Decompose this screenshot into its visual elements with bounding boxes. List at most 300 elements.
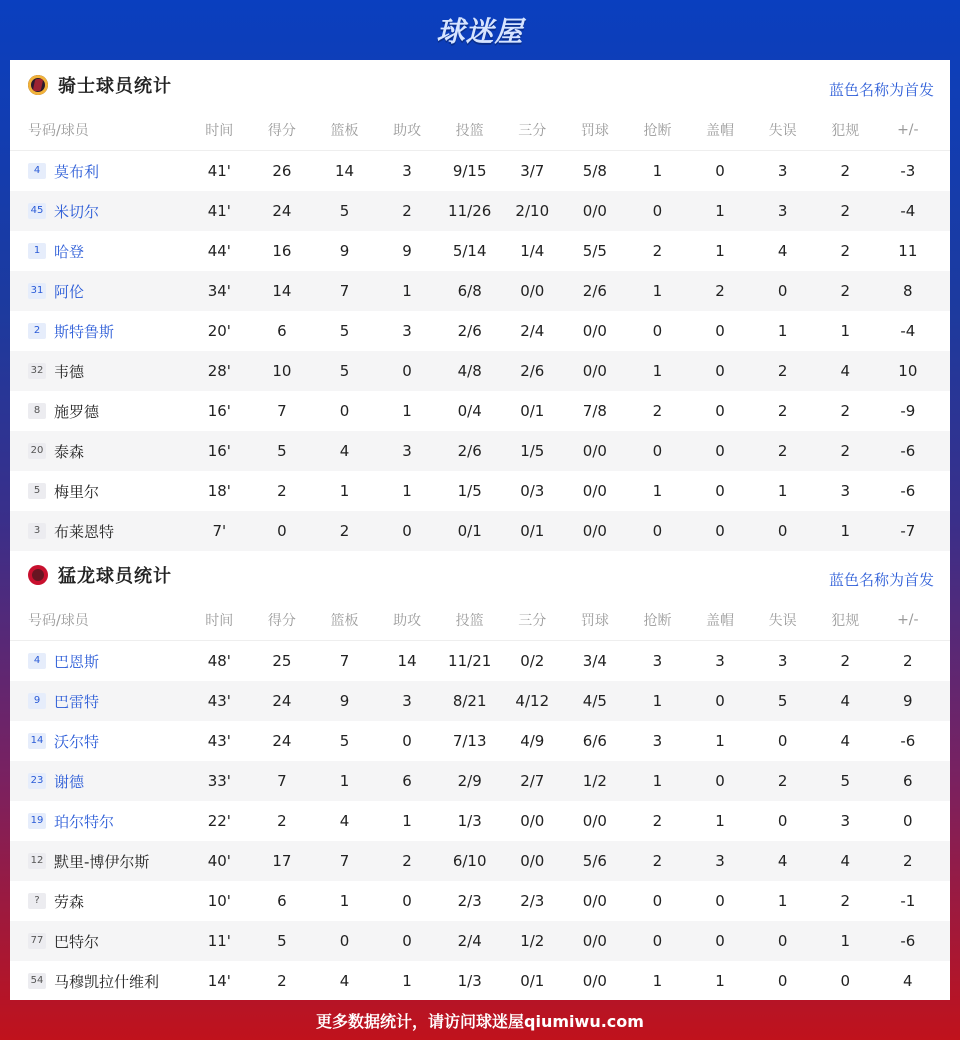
stat-free-throws: 0/0 — [582, 322, 607, 340]
footer-link[interactable]: 更多数据统计，请访问球迷屋qiumiwu.com — [316, 1011, 644, 1031]
player-cell — [10, 281, 188, 302]
player-row[interactable] — [10, 151, 950, 191]
player-name-link[interactable]: 谢德 — [54, 772, 85, 791]
stat-assists: 0 — [402, 522, 412, 540]
stat-points: 2 — [277, 482, 287, 500]
jersey-number-badge: 32 — [28, 363, 46, 379]
stat-free-throws: 4/5 — [582, 692, 607, 710]
stat-blocks: 1 — [715, 732, 725, 750]
player-cell — [10, 361, 188, 382]
team-header — [10, 550, 950, 600]
jersey-number-badge: 19 — [28, 813, 46, 829]
stat-turnovers: 4 — [777, 242, 788, 260]
stat-free-throws: 0/0 — [582, 362, 607, 380]
stat-steals: 0 — [652, 322, 663, 340]
stat-assists: 0 — [402, 362, 412, 380]
footer-banner — [0, 1000, 960, 1040]
stat-turnovers: 0 — [777, 932, 788, 950]
player-name-link[interactable]: 米切尔 — [54, 202, 100, 221]
stat-free-throws: 0/0 — [582, 522, 607, 540]
jersey-number-badge: 5 — [28, 483, 46, 499]
stat-points: 2 — [277, 972, 287, 990]
player-row[interactable] — [10, 761, 950, 801]
stat-field-goals: 2/6 — [457, 442, 482, 460]
stat-three-pointers: 0/1 — [520, 972, 545, 990]
stat-blocks: 0 — [715, 162, 725, 180]
player-row[interactable] — [10, 641, 950, 681]
stat-steals: 0 — [652, 932, 663, 950]
team-title: 骑士球员统计 — [58, 76, 172, 97]
stat-free-throws: 7/8 — [582, 402, 607, 420]
column-header-plus-minus: +/- — [897, 612, 919, 628]
stat-free-throws: 0/0 — [582, 892, 607, 910]
jersey-number-badge: 3 — [28, 523, 46, 539]
stat-fouls: 2 — [840, 162, 850, 180]
stat-blocks: 0 — [715, 322, 725, 340]
team-header — [10, 60, 950, 110]
stat-three-pointers: 2/6 — [520, 362, 545, 380]
stat-assists: 1 — [402, 282, 412, 300]
jersey-number-badge: 23 — [28, 773, 46, 789]
stats-panel — [10, 60, 950, 1000]
stat-minutes: 41' — [207, 162, 231, 180]
stat-fouls: 1 — [840, 322, 850, 340]
stat-rebounds: 4 — [339, 812, 350, 830]
stat-plus-minus: -7 — [900, 522, 916, 540]
player-row[interactable] — [10, 351, 950, 391]
stat-plus-minus: 4 — [903, 972, 913, 990]
stat-field-goals: 5/14 — [452, 242, 487, 260]
stat-points: 5 — [277, 442, 287, 460]
column-header-free-throws: 罚球 — [580, 123, 609, 139]
stat-field-goals: 1/5 — [457, 482, 482, 500]
column-header-steals: 抢断 — [643, 613, 672, 629]
stat-rebounds: 5 — [339, 362, 350, 380]
stat-rebounds: 4 — [339, 442, 350, 460]
stat-fouls: 4 — [840, 732, 850, 750]
stat-field-goals: 1/3 — [457, 812, 482, 830]
stat-assists: 0 — [402, 732, 412, 750]
stat-three-pointers: 0/0 — [520, 852, 545, 870]
stat-blocks: 3 — [715, 652, 725, 670]
player-name-link[interactable]: 巴恩斯 — [54, 652, 100, 671]
stat-assists: 3 — [402, 442, 412, 460]
stat-rebounds: 1 — [339, 772, 350, 790]
stat-blocks: 1 — [715, 812, 725, 830]
stat-turnovers: 3 — [777, 202, 788, 220]
stat-turnovers: 4 — [777, 852, 788, 870]
stat-plus-minus: -6 — [900, 482, 916, 500]
table-header-row — [10, 600, 950, 641]
stat-fouls: 1 — [840, 522, 850, 540]
player-name-link[interactable]: 马穆凯拉什维利 — [54, 972, 160, 991]
jersey-number-badge: 4 — [28, 653, 46, 669]
stat-free-throws: 0/0 — [582, 812, 607, 830]
player-row[interactable] — [10, 921, 950, 961]
stat-minutes: 7' — [212, 522, 227, 540]
column-header-turnovers: 失误 — [768, 123, 797, 139]
player-cell — [10, 651, 188, 672]
player-row[interactable] — [10, 271, 950, 311]
stat-free-throws: 0/0 — [582, 442, 607, 460]
player-name-link[interactable]: 巴雷特 — [54, 692, 100, 711]
player-cell — [10, 971, 188, 992]
player-row[interactable] — [10, 231, 950, 271]
stat-fouls: 4 — [840, 692, 850, 710]
player-name-link[interactable]: 默里-博伊尔斯 — [54, 852, 150, 871]
stat-points: 0 — [277, 522, 287, 540]
column-header-three-pointers: 三分 — [518, 123, 547, 139]
stat-fouls: 0 — [840, 972, 850, 990]
stat-blocks: 1 — [715, 202, 725, 220]
stat-plus-minus: 9 — [903, 692, 913, 710]
stat-plus-minus: 10 — [898, 362, 918, 380]
stat-fouls: 4 — [840, 362, 850, 380]
stat-assists: 1 — [402, 482, 412, 500]
player-name-link[interactable]: 沃尔特 — [54, 732, 100, 751]
stat-minutes: 40' — [207, 852, 231, 870]
stat-blocks: 0 — [715, 522, 725, 540]
stat-minutes: 22' — [207, 812, 231, 830]
stat-free-throws: 5/6 — [582, 852, 607, 870]
player-name-link[interactable]: 韦德 — [54, 362, 85, 381]
player-cell — [10, 771, 188, 792]
jersey-number-badge: 1 — [28, 243, 46, 259]
player-name-link[interactable]: 施罗德 — [54, 402, 100, 421]
stat-rebounds: 7 — [339, 852, 350, 870]
stat-rebounds: 1 — [339, 482, 350, 500]
stat-fouls: 2 — [840, 202, 850, 220]
stat-rebounds: 7 — [339, 282, 350, 300]
player-cell — [10, 201, 188, 222]
stat-minutes: 44' — [207, 242, 231, 260]
stat-field-goals: 0/1 — [457, 522, 482, 540]
player-cell — [10, 521, 188, 542]
stat-steals: 3 — [652, 732, 663, 750]
jersey-number-badge: 31 — [28, 283, 46, 299]
player-cell — [10, 811, 188, 832]
jersey-number-badge: 54 — [28, 973, 46, 989]
column-header-rebounds: 篮板 — [330, 613, 359, 629]
stat-minutes: 33' — [207, 772, 231, 790]
stat-turnovers: 0 — [777, 522, 788, 540]
stat-points: 14 — [272, 282, 292, 300]
stat-blocks: 1 — [715, 242, 725, 260]
table-header-row — [10, 110, 950, 151]
column-header-three-pointers: 三分 — [518, 613, 547, 629]
stat-fouls: 2 — [840, 282, 850, 300]
jersey-number-badge: 45 — [28, 203, 46, 219]
stat-minutes: 43' — [207, 732, 231, 750]
stat-rebounds: 0 — [339, 402, 350, 420]
stat-field-goals: 2/4 — [457, 932, 482, 950]
player-row[interactable] — [10, 681, 950, 721]
stat-rebounds: 9 — [339, 692, 350, 710]
stat-assists: 3 — [402, 322, 412, 340]
column-header-player: 号码/球员 — [28, 613, 89, 629]
stat-steals: 0 — [652, 442, 663, 460]
stat-steals: 1 — [652, 362, 663, 380]
stat-plus-minus: -6 — [900, 732, 916, 750]
stat-turnovers: 0 — [777, 812, 788, 830]
stat-rebounds: 5 — [339, 322, 350, 340]
stat-assists: 14 — [397, 652, 417, 670]
stat-blocks: 0 — [715, 772, 725, 790]
stat-assists: 3 — [402, 692, 412, 710]
stat-assists: 1 — [402, 972, 412, 990]
stat-free-throws: 5/8 — [582, 162, 607, 180]
stat-assists: 1 — [402, 402, 412, 420]
stat-blocks: 2 — [715, 282, 725, 300]
stat-blocks: 0 — [715, 692, 725, 710]
column-header-points: 得分 — [267, 613, 296, 629]
stat-assists: 0 — [402, 932, 412, 950]
player-name-link[interactable]: 布莱恩特 — [54, 522, 115, 541]
stat-points: 6 — [277, 322, 287, 340]
stat-free-throws: 0/0 — [582, 972, 607, 990]
stat-plus-minus: 2 — [903, 852, 913, 870]
stat-turnovers: 0 — [777, 732, 788, 750]
stat-fouls: 2 — [840, 402, 850, 420]
player-name-link[interactable]: 劳森 — [54, 892, 85, 911]
column-header-steals: 抢断 — [643, 123, 672, 139]
stat-minutes: 10' — [207, 892, 231, 910]
team-section-raptors — [10, 550, 950, 1001]
stat-three-pointers: 2/3 — [520, 892, 545, 910]
stat-turnovers: 0 — [777, 972, 788, 990]
stat-blocks: 0 — [715, 892, 725, 910]
stat-assists: 2 — [402, 202, 412, 220]
player-cell — [10, 441, 188, 462]
stat-turnovers: 3 — [777, 162, 788, 180]
stat-three-pointers: 2/4 — [520, 322, 545, 340]
column-header-field-goals: 投篮 — [455, 613, 484, 629]
stat-plus-minus: 2 — [903, 652, 913, 670]
stat-steals: 0 — [652, 892, 663, 910]
stat-points: 25 — [272, 652, 292, 670]
stat-three-pointers: 4/12 — [515, 692, 550, 710]
stat-points: 24 — [272, 202, 292, 220]
stat-turnovers: 1 — [777, 482, 788, 500]
column-header-plus-minus: +/- — [897, 122, 919, 138]
stat-turnovers: 2 — [777, 442, 788, 460]
player-name-link[interactable]: 泰森 — [54, 442, 85, 461]
player-row[interactable] — [10, 511, 950, 551]
stat-steals: 1 — [652, 692, 663, 710]
stat-minutes: 18' — [207, 482, 231, 500]
stat-free-throws: 0/0 — [582, 932, 607, 950]
stat-minutes: 14' — [207, 972, 231, 990]
stat-minutes: 48' — [207, 652, 231, 670]
stat-minutes: 16' — [207, 442, 231, 460]
stat-free-throws: 2/6 — [582, 282, 607, 300]
stat-plus-minus: -6 — [900, 442, 916, 460]
stat-fouls: 3 — [840, 812, 850, 830]
stat-blocks: 0 — [715, 932, 725, 950]
stat-points: 24 — [272, 732, 292, 750]
stat-fouls: 2 — [840, 242, 850, 260]
stat-plus-minus: 6 — [903, 772, 913, 790]
stat-three-pointers: 2/7 — [520, 772, 545, 790]
player-row[interactable] — [10, 801, 950, 841]
stat-plus-minus: 8 — [903, 282, 913, 300]
stat-minutes: 34' — [207, 282, 231, 300]
stat-blocks: 0 — [715, 362, 725, 380]
stat-points: 10 — [272, 362, 292, 380]
stat-steals: 1 — [652, 282, 663, 300]
stat-three-pointers: 0/1 — [520, 402, 545, 420]
stat-blocks: 0 — [715, 482, 725, 500]
stat-plus-minus: -1 — [900, 892, 916, 910]
player-name-link[interactable]: 阿伦 — [54, 282, 85, 301]
stat-field-goals: 11/26 — [448, 202, 492, 220]
column-header-blocks: 盖帽 — [706, 123, 735, 139]
stat-assists: 0 — [402, 892, 412, 910]
column-header-free-throws: 罚球 — [580, 613, 609, 629]
stat-three-pointers: 2/10 — [515, 202, 550, 220]
stat-plus-minus: -9 — [900, 402, 916, 420]
stat-assists: 2 — [402, 852, 412, 870]
stat-three-pointers: 0/0 — [520, 282, 545, 300]
stat-field-goals: 8/21 — [452, 692, 487, 710]
player-row[interactable] — [10, 881, 950, 921]
stat-three-pointers: 3/7 — [520, 162, 545, 180]
stat-points: 7 — [277, 402, 287, 420]
player-name-link[interactable]: 斯特鲁斯 — [54, 322, 115, 341]
stat-three-pointers: 0/3 — [520, 482, 545, 500]
starter-legend: 蓝色名称为首发 — [828, 81, 934, 99]
stat-steals: 2 — [652, 402, 663, 420]
stat-minutes: 28' — [207, 362, 231, 380]
player-row[interactable] — [10, 721, 950, 761]
jersey-number-badge: 8 — [28, 403, 46, 419]
player-row[interactable] — [10, 961, 950, 1001]
stat-plus-minus: -4 — [900, 322, 916, 340]
stat-steals: 2 — [652, 242, 663, 260]
column-header-fouls: 犯规 — [831, 123, 860, 139]
stat-assists: 1 — [402, 812, 412, 830]
jersey-number-badge: 20 — [28, 443, 46, 459]
player-row[interactable] — [10, 471, 950, 511]
stat-steals: 0 — [652, 202, 663, 220]
stat-assists: 6 — [402, 772, 412, 790]
stat-rebounds: 0 — [339, 932, 350, 950]
column-header-rebounds: 篮板 — [330, 123, 359, 139]
stat-assists: 9 — [402, 242, 412, 260]
stat-turnovers: 3 — [777, 652, 788, 670]
player-name-link[interactable]: 莫布利 — [54, 162, 100, 181]
stat-points: 17 — [272, 852, 292, 870]
stat-blocks: 0 — [715, 442, 725, 460]
jersey-number-badge: 2 — [28, 323, 46, 339]
stat-free-throws: 0/0 — [582, 202, 607, 220]
stat-points: 16 — [272, 242, 292, 260]
stat-three-pointers: 0/0 — [520, 812, 545, 830]
column-header-fouls: 犯规 — [831, 613, 860, 629]
stat-steals: 1 — [652, 482, 663, 500]
stat-free-throws: 1/2 — [582, 772, 607, 790]
team-title: 猛龙球员统计 — [58, 566, 172, 587]
jersey-number-badge: 9 — [28, 693, 46, 709]
player-name-link[interactable]: 哈登 — [54, 242, 85, 261]
player-cell — [10, 401, 188, 422]
stat-field-goals: 4/8 — [457, 362, 482, 380]
stat-three-pointers: 1/2 — [520, 932, 545, 950]
column-header-minutes: 时间 — [205, 613, 234, 629]
stat-blocks: 3 — [715, 852, 725, 870]
player-cell — [10, 851, 188, 872]
player-row[interactable] — [10, 841, 950, 881]
stat-plus-minus: -3 — [900, 162, 916, 180]
player-cell — [10, 161, 188, 182]
stat-steals: 3 — [652, 652, 663, 670]
team-section-cavaliers — [10, 60, 950, 551]
stat-field-goals: 7/13 — [452, 732, 487, 750]
jersey-number-badge: 77 — [28, 933, 46, 949]
stat-free-throws: 3/4 — [582, 652, 607, 670]
column-header-points: 得分 — [267, 123, 296, 139]
jersey-number-badge: 12 — [28, 853, 46, 869]
stat-rebounds: 2 — [339, 522, 350, 540]
stat-field-goals: 1/3 — [457, 972, 482, 990]
site-logo[interactable]: 球迷屋 — [436, 15, 524, 48]
stat-turnovers: 0 — [777, 282, 788, 300]
stat-three-pointers: 1/4 — [520, 242, 545, 260]
player-row[interactable] — [10, 191, 950, 231]
player-name-link[interactable]: 珀尔特尔 — [54, 812, 115, 831]
column-header-field-goals: 投篮 — [455, 123, 484, 139]
player-cell — [10, 321, 188, 342]
stat-rebounds: 5 — [339, 202, 350, 220]
player-name-link[interactable]: 梅里尔 — [54, 482, 100, 501]
jersey-number-badge: 4 — [28, 163, 46, 179]
stat-turnovers: 2 — [777, 362, 788, 380]
stat-minutes: 43' — [207, 692, 231, 710]
stat-minutes: 20' — [207, 322, 231, 340]
player-cell — [10, 931, 188, 952]
stat-fouls: 5 — [840, 772, 850, 790]
stat-free-throws: 5/5 — [582, 242, 607, 260]
stat-three-pointers: 4/9 — [520, 732, 545, 750]
player-name-link[interactable]: 巴特尔 — [54, 932, 100, 951]
stat-blocks: 1 — [715, 972, 725, 990]
stat-three-pointers: 0/1 — [520, 522, 545, 540]
stat-points: 6 — [277, 892, 287, 910]
stat-field-goals: 2/6 — [457, 322, 482, 340]
stat-points: 7 — [277, 772, 287, 790]
stat-field-goals: 6/10 — [452, 852, 487, 870]
stat-assists: 3 — [402, 162, 412, 180]
column-header-assists: 助攻 — [393, 613, 422, 629]
stat-rebounds: 4 — [339, 972, 350, 990]
stat-field-goals: 11/21 — [448, 652, 492, 670]
raptors-logo-icon — [28, 565, 48, 585]
stat-points: 26 — [272, 162, 292, 180]
stat-minutes: 16' — [207, 402, 231, 420]
stat-plus-minus: -4 — [900, 202, 916, 220]
stat-points: 2 — [277, 812, 287, 830]
player-row[interactable] — [10, 391, 950, 431]
stat-fouls: 2 — [840, 442, 850, 460]
player-cell — [10, 891, 188, 912]
stat-steals: 1 — [652, 972, 663, 990]
column-header-blocks: 盖帽 — [706, 613, 735, 629]
player-row[interactable] — [10, 311, 950, 351]
player-row[interactable] — [10, 431, 950, 471]
stat-steals: 1 — [652, 162, 663, 180]
stat-plus-minus: -6 — [900, 932, 916, 950]
stat-rebounds: 5 — [339, 732, 350, 750]
